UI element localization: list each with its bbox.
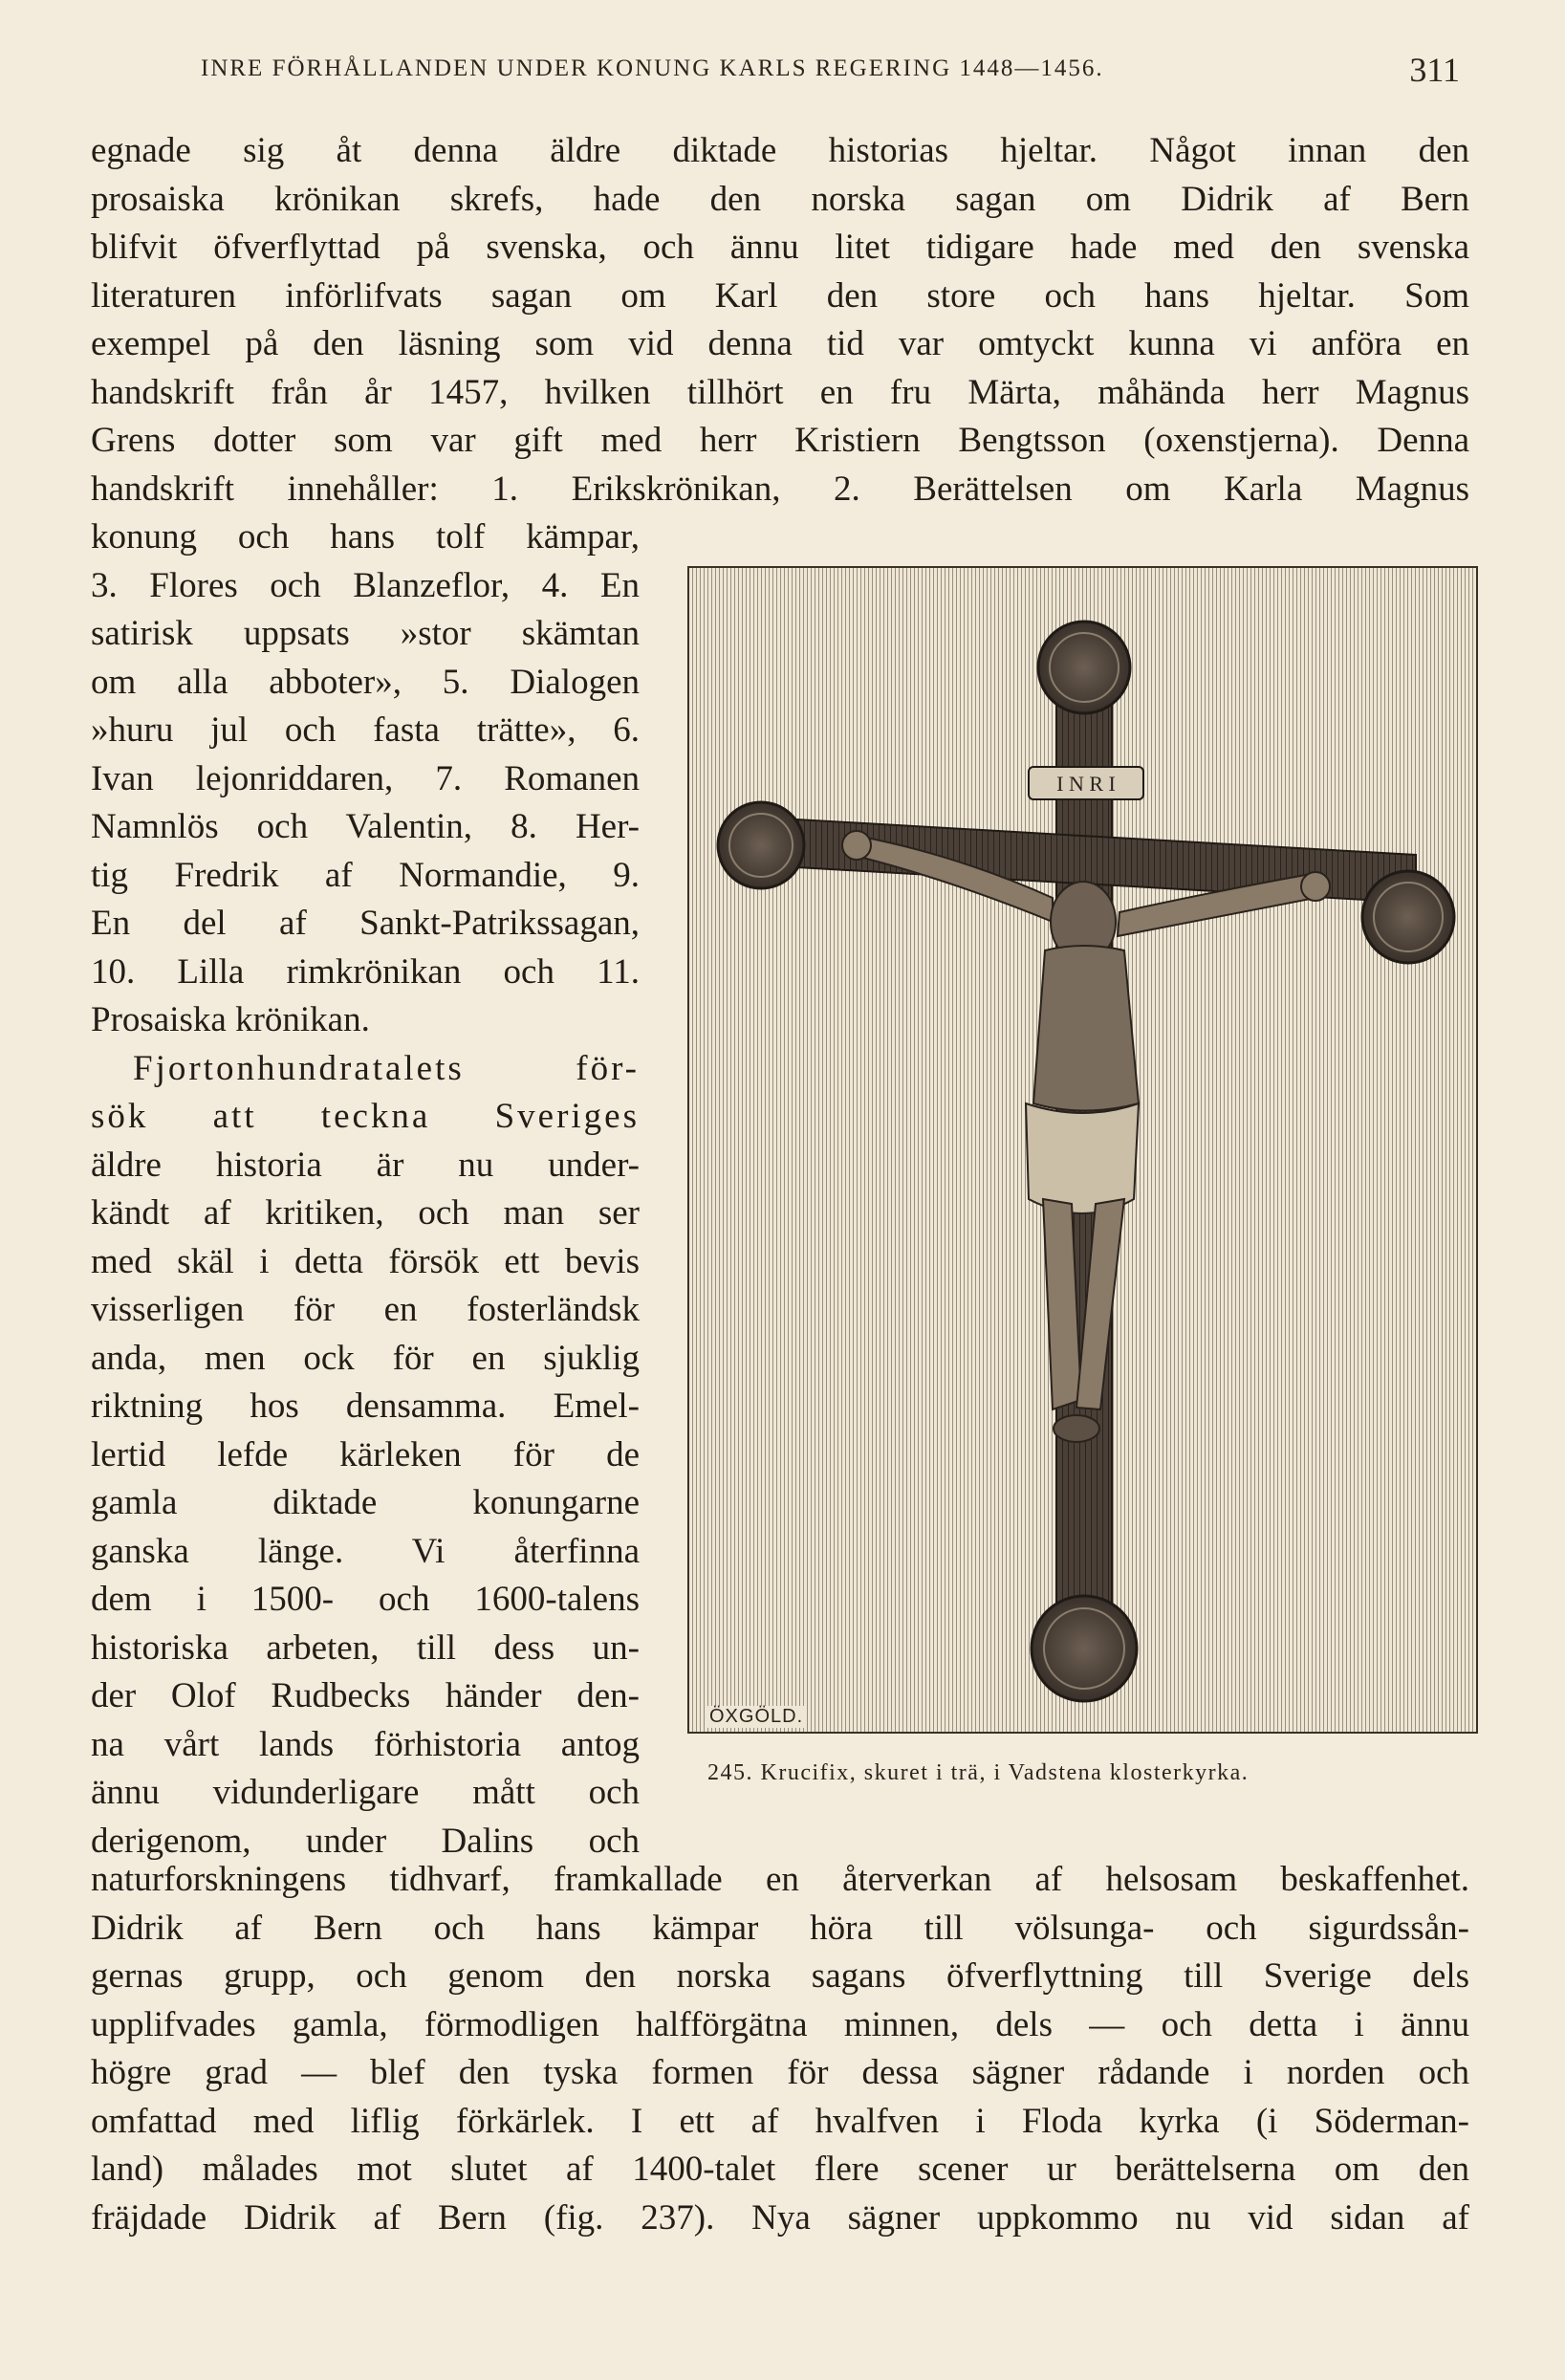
text-line: prosaiska krönikan skrefs, hade den norska sagan om Didrik af Bern: [91, 179, 1469, 219]
text-line: egnade sig åt denna äldre diktade historias hjeltar. Något innan den: [91, 131, 1469, 170]
left-medallion: [718, 802, 804, 888]
bottom-medallion: [1032, 1596, 1137, 1701]
text-line: dem i 1500- och 1600-talens: [91, 1580, 640, 1619]
text-line: handskrift från år 1457, hvilken tillhört en fru Märta, måhända herr Magnus: [91, 372, 1469, 412]
text-line: 10. Lilla rimkrönikan och 11.: [91, 951, 640, 992]
text-line: upplifvades gamla, förmodligen halfförgätna minnen, dels — och detta i ännu: [91, 2004, 1469, 2044]
text-line: naturforskningens tidhvarf, framkallade en återverkan af helsosam beskaffenhet.: [91, 1860, 1469, 1899]
page-number: 311: [1409, 51, 1460, 89]
top-medallion: [1038, 622, 1130, 713]
text-line: anda, men ock för en sjuklig: [91, 1338, 640, 1378]
figure-caption: 245. Krucifix, skuret i trä, i Vadstena klosterkyrka.: [707, 1760, 1250, 1785]
christ-figure: [852, 836, 1315, 1442]
text-line: sök att teckna Sveriges: [91, 1097, 640, 1136]
text-line: Fjortonhundratalets för-: [133, 1048, 640, 1088]
text-line: literaturen införlifvats sagan om Karl den store och hans hjeltar. Som: [91, 275, 1469, 316]
text-line: derigenom, under Dalins och: [91, 1821, 640, 1861]
text-line: gamla diktade konungarne: [91, 1483, 640, 1522]
text-line: äldre historia är nu under-: [91, 1145, 640, 1185]
text-line: fräjdade Didrik af Bern (fig. 237). Nya sägner uppkommo nu vid sidan af: [91, 2197, 1469, 2238]
text-line: na vårt lands förhistoria antog: [91, 1724, 640, 1764]
crucifix-engraving: [687, 566, 1478, 1734]
text-line: Didrik af Bern och hans kämpar höra till völsunga- och sigurdssån-: [91, 1908, 1469, 1948]
text-line: land) målades mot slutet af 1400-talet flere scener ur berättelserna om den: [91, 2150, 1469, 2189]
text-line: satirisk uppsats »stor skämtan: [91, 614, 640, 653]
text-line: tig Fredrik af Normandie, 9.: [91, 855, 640, 895]
body-text-top: [91, 127, 1469, 513]
text-line: Ivan lejonriddaren, 7. Romanen: [91, 758, 640, 798]
crucifix-figure: [687, 566, 1476, 1733]
text-line: med skäl i detta försök ett bevis: [91, 1241, 640, 1281]
text-line: 3. Flores och Blanzeflor, 4. En: [91, 565, 640, 605]
crucifix-illustration: [689, 568, 1476, 1732]
text-line: blifvit öfverflyttad på svenska, och ännu litet tidigare hade med den svenska: [91, 228, 1469, 267]
text-line: handskrift innehåller: 1. Erikskrönikan, 2. Berättelsen om Karla Magnus: [91, 469, 1469, 509]
text-line: riktning hos densamma. Emel-: [91, 1387, 640, 1426]
text-line: visserligen för en fosterländsk: [91, 1290, 640, 1329]
text-line: historiska arbeten, till dess un-: [91, 1627, 640, 1668]
body-text-left-column: [91, 513, 640, 1866]
text-line: lertid lefde kärleken för de: [91, 1434, 640, 1474]
header-title: INRE FÖRHÅLLANDEN UNDER KONUNG KARLS REGERING 1448—1456.: [201, 55, 1104, 81]
text-line: högre grad — blef den tyska formen för dessa sägner rådande i norden och: [91, 2053, 1469, 2092]
text-line: Prosaiska krönikan.: [91, 1000, 370, 1039]
right-medallion: [1362, 871, 1454, 963]
text-line: ganska länge. Vi återfinna: [91, 1531, 640, 1571]
text-line: En del af Sankt-Patrikssagan,: [91, 904, 640, 943]
text-line: konung och hans tolf kämpar,: [91, 517, 640, 557]
text-line: Namnlös och Valentin, 8. Her-: [91, 807, 640, 846]
text-line: Grens dotter som var gift med herr Kristiern Bengtsson (oxenstjerna). Denna: [91, 421, 1469, 460]
text-line: ännu vidunderligare mått och: [91, 1773, 640, 1812]
text-line: omfattad med liflig förkärlek. I ett af hvalfven i Floda kyrka (i Söderman-: [91, 2101, 1469, 2141]
body-text-bottom: [91, 1856, 1469, 2242]
text-line: om alla abboter», 5. Dialogen: [91, 662, 640, 702]
text-line: kändt af kritiken, och man ser: [91, 1193, 640, 1233]
engraver-signature: ÖXGÖLD.: [706, 1706, 806, 1728]
text-line: exempel på den läsning som vid denna tid var omtyckt kunna vi anföra en: [91, 324, 1469, 363]
text-line: »huru jul och fasta trätte», 6.: [91, 710, 640, 750]
text-line: gernas grupp, och genom den norska sagans öfverflyttning till Sverige dels: [91, 1956, 1469, 1996]
text-line: der Olof Rudbecks händer den-: [91, 1676, 640, 1715]
titulus-inscription: I N R I: [1056, 772, 1116, 796]
